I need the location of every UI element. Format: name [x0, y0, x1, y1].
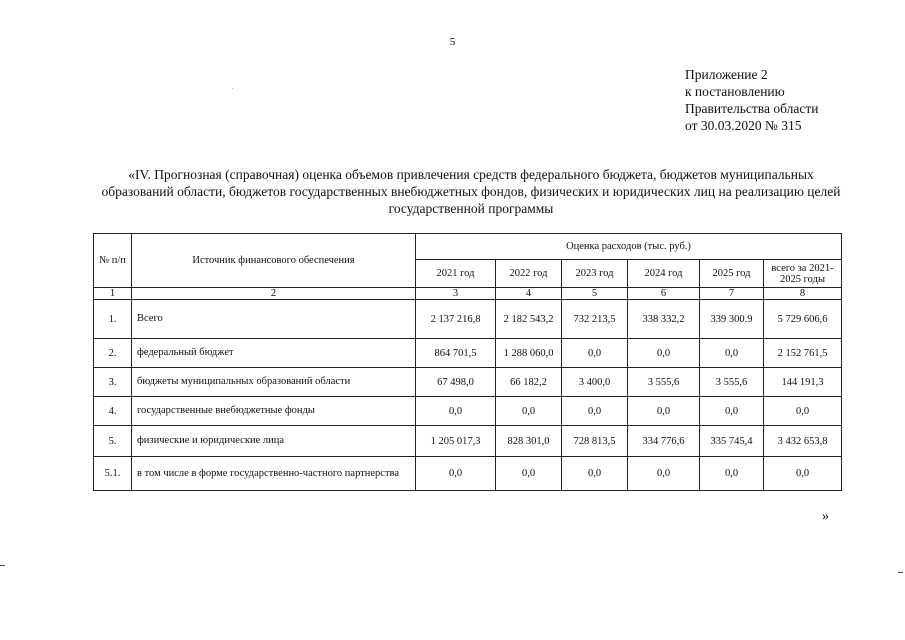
row-value: 0,0 — [628, 457, 700, 491]
row-value: 0,0 — [416, 397, 496, 426]
row-value: 0,0 — [562, 339, 628, 368]
row-value: 0,0 — [764, 457, 842, 491]
row-value: 339 300.9 — [700, 300, 764, 339]
row-value: 0,0 — [764, 397, 842, 426]
row-value: 0,0 — [700, 457, 764, 491]
row-value: 0,0 — [700, 397, 764, 426]
table-row — [94, 457, 842, 491]
financing-table — [93, 233, 842, 491]
row-value: 3 432 653,8 — [764, 426, 842, 457]
row-value: 3 400,0 — [562, 368, 628, 397]
row-value: 3 555,6 — [628, 368, 700, 397]
row-number: 3. — [94, 368, 132, 397]
row-value: 2 137 216,8 — [416, 300, 496, 339]
appendix-block — [685, 66, 818, 134]
header-year: 2021 год — [416, 260, 496, 288]
row-number: 4. — [94, 397, 132, 426]
appendix-line: к постановлению — [685, 84, 785, 99]
row-value: 67 498,0 — [416, 368, 496, 397]
row-source: бюджеты муниципальных образований области — [132, 368, 416, 397]
column-number-row — [94, 288, 842, 300]
row-value: 3 555,6 — [700, 368, 764, 397]
row-value: 0,0 — [496, 457, 562, 491]
table-row — [94, 426, 842, 457]
row-value: 144 191,3 — [764, 368, 842, 397]
section-heading: «IV. Прогнозная (справочная) оценка объемов привлечения средств федерального бюджета, бюджетов муниципальных образований области, бюджетов государственных внебюджетных фондов, физических и юридических лиц на реализацию целей государственной программы — [101, 167, 841, 216]
header-num: № п/п — [94, 234, 132, 288]
row-number: 5. — [94, 426, 132, 457]
column-number: 2 — [132, 288, 416, 300]
row-value: 1 205 017,3 — [416, 426, 496, 457]
row-value: 2 182 543,2 — [496, 300, 562, 339]
appendix-line: от 30.03.2020 № 315 — [685, 118, 802, 133]
table-row — [94, 368, 842, 397]
row-source: государственные внебюджетные фонды — [132, 397, 416, 426]
column-number: 5 — [562, 288, 628, 300]
column-number: 1 — [94, 288, 132, 300]
header-year: 2022 год — [496, 260, 562, 288]
table-row — [94, 397, 842, 426]
row-number: 5.1. — [94, 457, 132, 491]
table-row — [94, 339, 842, 368]
header-year: 2023 год — [562, 260, 628, 288]
row-value: 338 332,2 — [628, 300, 700, 339]
row-value: 2 152 761,5 — [764, 339, 842, 368]
scan-edge-mark — [898, 572, 903, 573]
row-value: 0,0 — [416, 457, 496, 491]
row-value: 828 301,0 — [496, 426, 562, 457]
row-value: 5 729 606,6 — [764, 300, 842, 339]
closing-quote: » — [822, 509, 829, 524]
table-row — [94, 300, 842, 339]
header-expenses: Оценка расходов (тыс. руб.) — [416, 234, 842, 260]
row-number: 1. — [94, 300, 132, 339]
column-number: 8 — [764, 288, 842, 300]
row-value: 0,0 — [562, 457, 628, 491]
column-number: 7 — [700, 288, 764, 300]
page-number: 5 — [449, 36, 456, 48]
row-value: 0,0 — [562, 397, 628, 426]
header-year: 2024 год — [628, 260, 700, 288]
row-value: 0,0 — [628, 397, 700, 426]
scan-edge-mark — [0, 565, 5, 566]
row-value: 728 813,5 — [562, 426, 628, 457]
scan-speck — [232, 88, 233, 89]
row-source: физические и юридические лица — [132, 426, 416, 457]
row-value: 66 182,2 — [496, 368, 562, 397]
row-source: федеральный бюджет — [132, 339, 416, 368]
column-number: 4 — [496, 288, 562, 300]
appendix-line: Правительства области — [685, 101, 819, 116]
row-value: 732 213,5 — [562, 300, 628, 339]
row-value: 0,0 — [628, 339, 700, 368]
row-value: 335 745,4 — [700, 426, 764, 457]
header-year: всего за 2021-2025 годы — [764, 260, 842, 288]
row-value: 864 701,5 — [416, 339, 496, 368]
header-source: Источник финансового обеспечения — [132, 234, 416, 288]
row-value: 334 776,6 — [628, 426, 700, 457]
header-year: 2025 год — [700, 260, 764, 288]
row-value: 0,0 — [700, 339, 764, 368]
row-source: в том числе в форме государственно-частного партнерства — [132, 457, 416, 491]
column-number: 3 — [416, 288, 496, 300]
row-value: 1 288 060,0 — [496, 339, 562, 368]
row-number: 2. — [94, 339, 132, 368]
appendix-line: Приложение 2 — [685, 67, 768, 82]
table-body — [94, 300, 842, 491]
row-source: Всего — [132, 300, 416, 339]
row-value: 0,0 — [496, 397, 562, 426]
column-number: 6 — [628, 288, 700, 300]
